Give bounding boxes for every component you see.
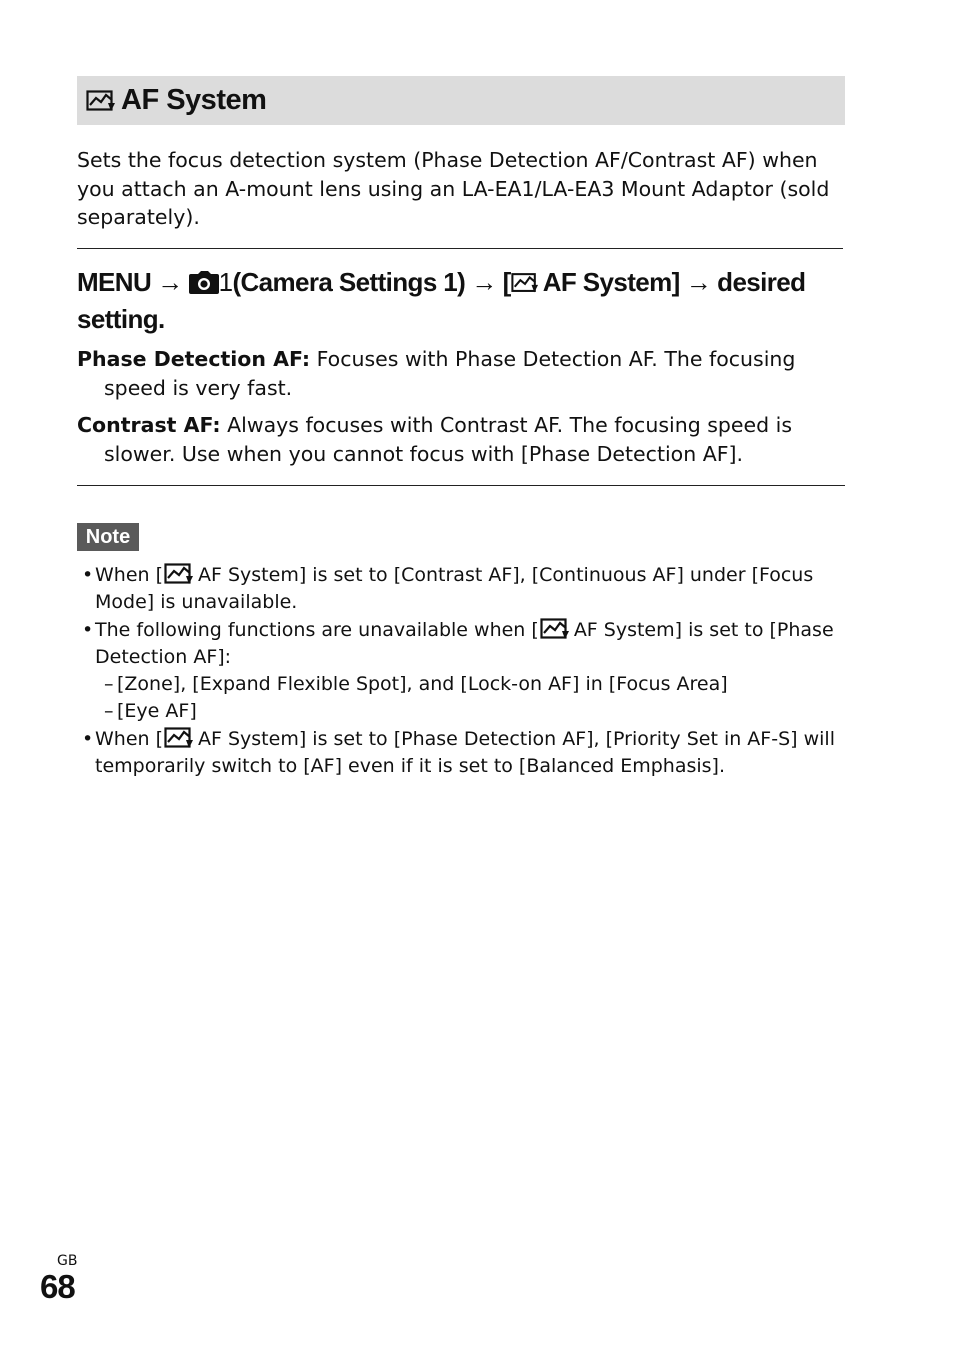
arrow-icon: → xyxy=(471,267,497,297)
arrow-icon: → xyxy=(157,267,183,297)
camera-settings-label: (Camera Settings 1) xyxy=(232,267,466,297)
sub-list xyxy=(95,671,842,726)
menu-item-af-system: AF System] xyxy=(542,267,680,297)
intro-paragraph: Sets the focus detection system (Phase Detection AF/Contrast AF) when you attach an A-mount lens using an LA-EA1/LA-EA3 Mount Adaptor (sold separately). xyxy=(77,148,830,229)
page-title: AF System xyxy=(121,84,267,116)
note-text: When [ xyxy=(95,564,164,586)
page-number: 68 xyxy=(40,1268,75,1305)
note-text: AF System] is set to [Phase Detection AF], [Priority Set in AF-S] will temporarily switch to [AF] even if it is set to [Balanced Emphasis]. xyxy=(95,727,835,778)
menu-path-tail: desired setting. xyxy=(77,267,806,334)
af-system-icon xyxy=(540,618,570,640)
region-code: GB xyxy=(57,1253,78,1269)
sub-list-item: – [Zone], [Expand Flexible Spot], and [Lock-on AF] in [Focus Area] xyxy=(104,671,842,698)
list-item xyxy=(82,726,842,781)
open-bracket: [ xyxy=(502,267,511,297)
camera-icon xyxy=(189,271,219,294)
option-phase-detection xyxy=(77,345,837,402)
af-system-icon xyxy=(164,563,194,585)
option-term: Phase Detection AF: xyxy=(77,347,311,371)
option-description: Focuses with Phase Detection AF. The focusing speed is very fast. xyxy=(104,347,796,400)
note-text: AF System] is set to [Contrast AF], [Continuous AF] under [Focus Mode] is unavailable. xyxy=(95,564,814,614)
af-system-icon xyxy=(511,272,539,294)
note-text: AF System] is set to [Phase Detection AF]: xyxy=(95,618,834,668)
section-title-bar xyxy=(77,76,845,125)
note-badge: Note xyxy=(77,523,139,551)
camera-settings-number: 1 xyxy=(218,267,233,297)
list-item xyxy=(82,617,842,726)
af-system-icon xyxy=(86,90,116,112)
option-description: Always focuses with Contrast AF. The focusing speed is slower. Use when you cannot focus with [Phase Detection AF]. xyxy=(104,413,793,466)
menu-path xyxy=(77,264,847,338)
option-term: Contrast AF: xyxy=(77,413,221,437)
note-text: When [ xyxy=(95,727,164,750)
note-list xyxy=(82,562,842,780)
list-item xyxy=(82,562,842,617)
option-contrast xyxy=(77,411,837,468)
note-text: The following functions are unavailable when [ xyxy=(95,618,539,641)
divider-top xyxy=(77,248,843,249)
sub-list-item: – [Eye AF] xyxy=(104,698,842,725)
arrow-icon: → xyxy=(685,267,712,297)
af-system-icon xyxy=(164,727,194,749)
divider-bottom xyxy=(77,485,845,486)
option-list xyxy=(77,345,837,477)
menu-label: MENU xyxy=(77,267,152,297)
